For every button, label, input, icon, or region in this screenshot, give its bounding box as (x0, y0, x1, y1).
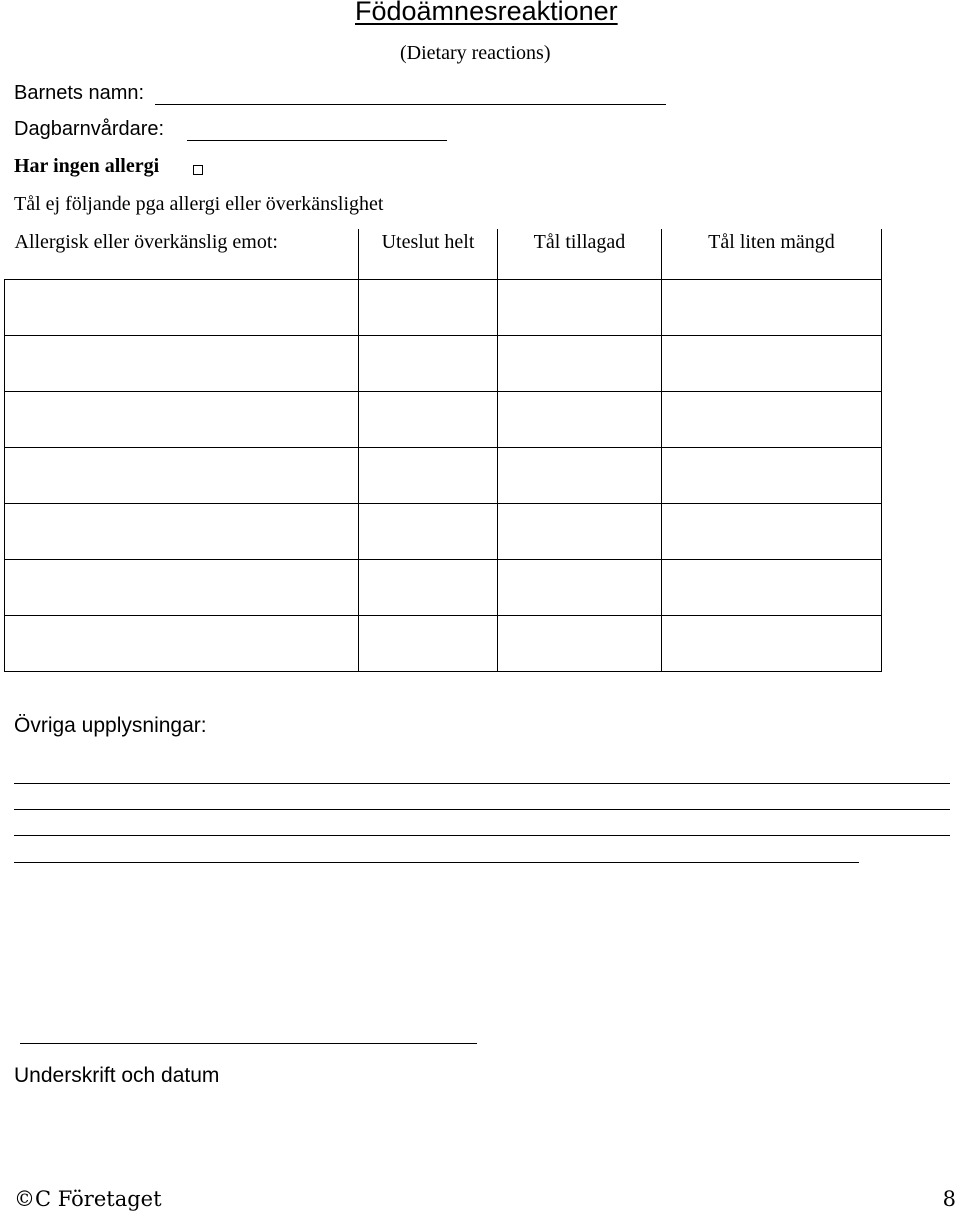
table-cell[interactable] (498, 448, 662, 504)
table-row (5, 280, 882, 336)
table-cell[interactable] (359, 280, 498, 336)
signature-field[interactable] (20, 1043, 477, 1044)
table-cell[interactable] (359, 504, 498, 560)
header-tolerates-small-amount: Tål liten mängd (662, 229, 882, 280)
table-cell[interactable] (5, 448, 359, 504)
page-subtitle: (Dietary reactions) (400, 42, 551, 64)
header-tolerates-cooked: Tål tillagad (498, 229, 662, 280)
no-allergy-label: Har ingen allergi (14, 155, 160, 177)
table-cell[interactable] (359, 392, 498, 448)
table-header-row (5, 229, 882, 280)
page-title: Födoämnesreaktioner (355, 0, 618, 26)
caregiver-label: Dagbarnvårdare: (14, 118, 165, 140)
table-cell[interactable] (498, 560, 662, 616)
table-row (5, 336, 882, 392)
table-cell[interactable] (662, 560, 882, 616)
table-cell[interactable] (662, 336, 882, 392)
table-cell[interactable] (662, 616, 882, 672)
other-info-line[interactable] (14, 835, 950, 836)
table-cell[interactable] (5, 336, 359, 392)
table-cell[interactable] (5, 392, 359, 448)
table-cell[interactable] (498, 616, 662, 672)
header-allergen: Allergisk eller överkänslig emot: (5, 229, 359, 280)
table-row (5, 560, 882, 616)
table-cell[interactable] (5, 280, 359, 336)
intolerance-note: Tål ej följande pga allergi eller överkänslighet (14, 193, 384, 215)
table-cell[interactable] (498, 392, 662, 448)
no-allergy-checkbox[interactable] (193, 165, 203, 175)
header-exclude-completely: Uteslut helt (359, 229, 498, 280)
footer-copyright: ©C Företaget (14, 1187, 162, 1211)
allergy-table (4, 229, 882, 672)
other-info-line[interactable] (14, 809, 950, 810)
table-cell[interactable] (662, 280, 882, 336)
table-cell[interactable] (5, 560, 359, 616)
table-cell[interactable] (662, 392, 882, 448)
table-cell[interactable] (498, 280, 662, 336)
table-cell[interactable] (359, 336, 498, 392)
table-row (5, 616, 882, 672)
table-cell[interactable] (5, 616, 359, 672)
table-row (5, 392, 882, 448)
child-name-field[interactable] (155, 104, 666, 105)
signature-label: Underskrift och datum (14, 1064, 220, 1087)
table-cell[interactable] (359, 448, 498, 504)
caregiver-field[interactable] (187, 140, 447, 141)
table-cell[interactable] (662, 448, 882, 504)
table-cell[interactable] (498, 336, 662, 392)
table-cell[interactable] (359, 560, 498, 616)
other-info-label: Övriga upplysningar: (14, 714, 207, 737)
table-cell[interactable] (662, 504, 882, 560)
table-row (5, 448, 882, 504)
child-name-label: Barnets namn: (14, 82, 145, 104)
table-cell[interactable] (359, 616, 498, 672)
other-info-line[interactable] (14, 862, 859, 863)
other-info-line[interactable] (14, 783, 950, 784)
table-row (5, 504, 882, 560)
page-number: 8 (942, 1187, 956, 1211)
table-cell[interactable] (498, 504, 662, 560)
table-cell[interactable] (5, 504, 359, 560)
